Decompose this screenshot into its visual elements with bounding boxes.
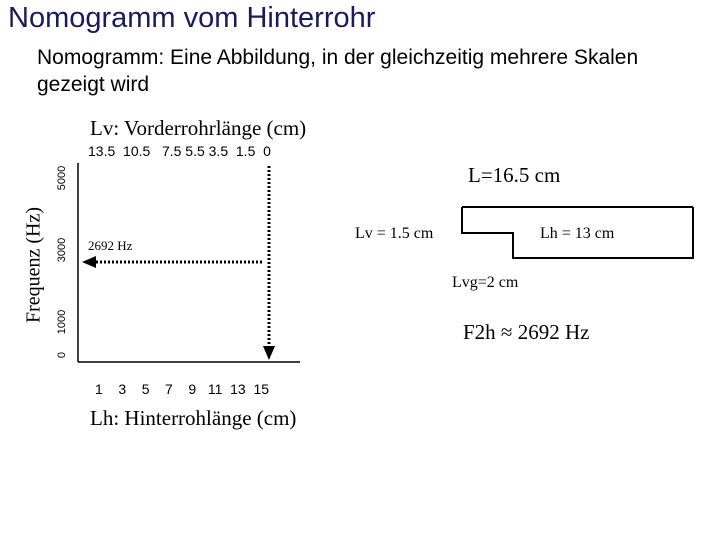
lv-lh-indicator-arrowhead <box>263 346 275 360</box>
frequency-indicator-arrowhead <box>82 256 96 268</box>
total-length-label: L=16.5 cm <box>468 163 561 187</box>
formant-label: F2h ≈ 2692 Hz <box>463 320 590 344</box>
y-tick-1000: 1000 <box>56 309 68 335</box>
y-tick-0: 0 <box>56 351 68 359</box>
y-tick-5000: 5000 <box>56 165 68 191</box>
lv-tick-labels: 13.5 10.5 7.5 5.5 3.5 1.5 0 <box>88 143 271 159</box>
lh-value-label: Lh = 13 cm <box>540 225 615 242</box>
page-title: Nomogramm vom Hinterrohr <box>8 2 376 34</box>
marker-frequency-label: 2692 Hz <box>88 238 133 253</box>
page-subtitle: Nomogramm: Eine Abbildung, in der gleichzeitig mehrere Skalen gezeigt wird <box>37 46 639 96</box>
y-axis-title: Frequenz (Hz) <box>22 206 45 324</box>
lh-tick-labels: 1 3 5 7 9 11 13 15 <box>95 381 270 397</box>
lv-value-label: Lv = 1.5 cm <box>355 225 434 242</box>
y-tick-3000: 3000 <box>56 237 68 263</box>
lvg-value-label: Lvg=2 cm <box>452 274 519 291</box>
lh-axis-title: Lh: Hinterrohlänge (cm) <box>90 406 297 430</box>
lv-axis-title: Lv: Vorderrohrlänge (cm) <box>90 116 307 140</box>
